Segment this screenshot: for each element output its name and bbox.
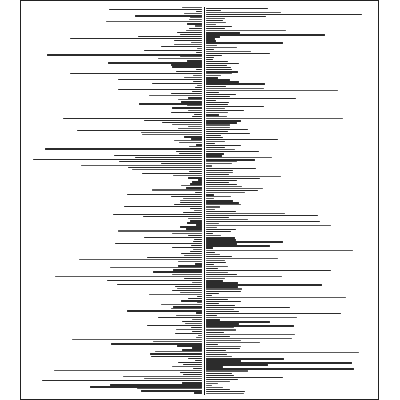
right-text-line bbox=[206, 75, 221, 76]
left-text-line bbox=[182, 7, 202, 8]
right-text-line bbox=[206, 288, 242, 289]
right-text-line bbox=[206, 385, 212, 386]
left-text-line bbox=[188, 358, 202, 359]
left-text-line bbox=[194, 239, 202, 240]
right-text-line bbox=[206, 94, 236, 95]
left-text-line bbox=[110, 267, 202, 268]
left-text-line bbox=[195, 192, 202, 193]
right-text-line bbox=[206, 217, 229, 218]
right-text-line bbox=[206, 30, 286, 31]
right-text-line bbox=[206, 254, 220, 255]
left-text-line bbox=[172, 233, 202, 234]
right-text-line bbox=[206, 49, 214, 50]
left-text-line bbox=[174, 40, 202, 41]
left-text-line bbox=[197, 48, 202, 49]
left-text-line bbox=[177, 288, 202, 289]
document-page bbox=[20, 0, 379, 400]
left-text-line bbox=[70, 73, 202, 74]
right-text-line bbox=[206, 98, 296, 99]
right-text-line bbox=[206, 178, 260, 179]
right-text-line bbox=[206, 250, 353, 251]
right-text-line bbox=[206, 14, 362, 15]
left-text-line bbox=[178, 128, 202, 129]
left-text-line bbox=[144, 120, 202, 121]
right-text-line bbox=[206, 12, 281, 13]
right-text-line bbox=[206, 381, 230, 382]
left-text-line bbox=[173, 175, 202, 176]
left-text-line bbox=[181, 185, 202, 186]
left-text-line bbox=[175, 286, 202, 287]
right-text-line bbox=[206, 8, 268, 9]
right-text-line bbox=[206, 168, 256, 169]
right-text-line bbox=[206, 174, 229, 175]
left-text-line bbox=[179, 153, 202, 154]
right-text-line bbox=[206, 227, 217, 228]
left-text-line bbox=[158, 317, 202, 318]
right-text-line bbox=[206, 137, 223, 138]
right-text-line bbox=[206, 334, 295, 335]
left-text-line bbox=[184, 13, 202, 14]
left-text-line bbox=[114, 155, 202, 156]
right-text-line bbox=[206, 57, 214, 58]
right-text-line bbox=[206, 108, 225, 109]
left-text-line bbox=[184, 278, 202, 279]
right-text-line bbox=[206, 235, 221, 236]
left-text-line bbox=[171, 308, 202, 309]
left-text-line bbox=[184, 77, 202, 78]
left-text-line bbox=[161, 304, 202, 305]
left-text-line bbox=[172, 124, 202, 125]
left-text-line bbox=[176, 71, 202, 72]
left-text-line bbox=[188, 235, 202, 236]
right-text-line bbox=[206, 260, 225, 261]
right-text-line bbox=[206, 221, 320, 222]
left-text-line bbox=[171, 196, 202, 197]
right-text-line bbox=[206, 204, 241, 205]
left-text-line bbox=[161, 46, 202, 47]
right-text-line bbox=[206, 34, 325, 35]
right-text-line bbox=[206, 124, 230, 125]
left-text-line bbox=[172, 366, 202, 367]
right-text-line bbox=[206, 165, 212, 166]
right-text-line bbox=[206, 313, 341, 314]
left-text-line bbox=[180, 202, 202, 203]
left-text-line bbox=[135, 157, 202, 158]
left-text-line bbox=[149, 95, 202, 96]
right-text-line bbox=[206, 301, 241, 302]
left-text-line bbox=[127, 310, 202, 311]
right-text-line bbox=[206, 55, 222, 56]
left-text-line bbox=[186, 30, 202, 31]
left-text-line bbox=[70, 38, 202, 39]
left-text-line bbox=[178, 99, 202, 100]
right-text-line bbox=[206, 340, 241, 341]
left-text-line bbox=[132, 169, 202, 170]
left-text-line bbox=[187, 105, 202, 106]
left-text-line bbox=[171, 112, 202, 113]
right-text-line bbox=[206, 258, 278, 259]
left-text-line bbox=[176, 315, 202, 316]
left-text-line bbox=[185, 323, 202, 324]
right-text-line bbox=[206, 206, 220, 207]
left-text-line bbox=[117, 284, 202, 285]
right-text-line bbox=[206, 303, 219, 304]
center-spine-line bbox=[204, 7, 205, 395]
right-text-line bbox=[206, 387, 223, 388]
right-text-line bbox=[206, 293, 219, 294]
right-text-line bbox=[206, 223, 219, 224]
left-text-line bbox=[195, 25, 202, 26]
left-text-line bbox=[118, 89, 202, 90]
left-text-line bbox=[192, 116, 202, 117]
left-text-line bbox=[63, 118, 202, 119]
right-text-line bbox=[206, 336, 230, 337]
left-text-line bbox=[144, 50, 202, 51]
right-text-line bbox=[206, 141, 225, 142]
left-text-line bbox=[188, 126, 202, 127]
right-text-line bbox=[206, 272, 228, 273]
left-text-line bbox=[189, 19, 202, 20]
left-text-line bbox=[79, 259, 202, 260]
left-text-line bbox=[33, 159, 202, 160]
right-text-line bbox=[206, 309, 234, 310]
left-text-line bbox=[190, 17, 202, 18]
right-text-line bbox=[206, 45, 217, 46]
right-text-line bbox=[206, 278, 225, 279]
left-text-line bbox=[152, 189, 202, 190]
left-text-line bbox=[118, 79, 202, 80]
right-text-line bbox=[206, 47, 237, 48]
left-text-line bbox=[142, 134, 202, 135]
right-text-line bbox=[206, 383, 218, 384]
left-text-line bbox=[174, 44, 202, 45]
right-text-line bbox=[206, 245, 270, 246]
left-text-line bbox=[137, 388, 202, 389]
right-text-line bbox=[206, 352, 359, 353]
left-text-line bbox=[153, 341, 202, 342]
right-text-line bbox=[206, 88, 264, 89]
right-text-line bbox=[206, 262, 226, 263]
right-text-line bbox=[206, 393, 244, 394]
left-text-line bbox=[179, 142, 202, 143]
left-text-line bbox=[197, 85, 202, 86]
right-text-line bbox=[206, 215, 318, 216]
left-text-line bbox=[109, 9, 202, 10]
right-text-line bbox=[206, 51, 251, 52]
right-text-line bbox=[206, 211, 236, 212]
right-text-line bbox=[206, 139, 278, 140]
left-text-line bbox=[189, 146, 202, 147]
left-text-line bbox=[144, 237, 202, 238]
right-text-line bbox=[206, 196, 231, 197]
left-text-line bbox=[192, 319, 202, 320]
left-text-line bbox=[115, 243, 202, 244]
left-text-line bbox=[183, 364, 202, 365]
left-text-line bbox=[182, 321, 202, 322]
left-text-line bbox=[162, 122, 202, 123]
right-text-line bbox=[206, 344, 218, 345]
left-text-line bbox=[172, 66, 202, 67]
right-text-line bbox=[206, 370, 248, 371]
left-text-line bbox=[180, 56, 202, 57]
left-text-line bbox=[193, 81, 202, 82]
left-text-line bbox=[106, 21, 202, 22]
right-text-line bbox=[206, 180, 237, 181]
left-text-line bbox=[47, 54, 202, 55]
left-text-line bbox=[81, 165, 202, 166]
right-text-line bbox=[206, 186, 242, 187]
left-text-line bbox=[172, 107, 202, 108]
right-text-line bbox=[206, 73, 232, 74]
right-text-line bbox=[206, 116, 227, 117]
right-text-line bbox=[206, 317, 297, 318]
left-text-line bbox=[42, 380, 202, 381]
right-text-line bbox=[206, 92, 219, 93]
left-text-line bbox=[161, 163, 202, 164]
left-text-line bbox=[107, 280, 202, 281]
left-text-line bbox=[178, 362, 202, 363]
left-text-line bbox=[196, 69, 202, 70]
left-text-line bbox=[141, 390, 202, 391]
right-text-line bbox=[206, 86, 226, 87]
left-text-line bbox=[180, 200, 202, 201]
left-text-line bbox=[194, 210, 202, 211]
left-text-line bbox=[155, 351, 202, 352]
right-text-line bbox=[206, 96, 230, 97]
left-text-line bbox=[152, 83, 202, 84]
left-text-line bbox=[197, 302, 202, 303]
right-text-line bbox=[206, 329, 236, 330]
left-text-line bbox=[193, 249, 202, 250]
right-text-line bbox=[206, 135, 221, 136]
right-text-line bbox=[206, 342, 260, 343]
left-text-line bbox=[141, 132, 202, 133]
right-text-line bbox=[206, 53, 270, 54]
left-text-line bbox=[174, 140, 202, 141]
left-text-line bbox=[196, 337, 202, 338]
unreadable-text-columns bbox=[21, 1, 378, 399]
left-text-line bbox=[174, 204, 202, 205]
right-text-line bbox=[206, 42, 283, 43]
right-text-line bbox=[206, 377, 283, 378]
left-text-line bbox=[193, 368, 202, 369]
right-text-line bbox=[206, 276, 282, 277]
right-text-line bbox=[206, 299, 228, 300]
left-text-line bbox=[192, 282, 202, 283]
right-text-line bbox=[206, 131, 228, 132]
right-text-line bbox=[206, 209, 215, 210]
left-text-line bbox=[191, 245, 202, 246]
right-text-line bbox=[206, 118, 343, 119]
right-text-line bbox=[206, 247, 213, 248]
right-text-line bbox=[206, 161, 237, 162]
right-text-line bbox=[206, 157, 272, 158]
right-text-line bbox=[206, 373, 232, 374]
left-text-line bbox=[188, 110, 202, 111]
right-text-line bbox=[206, 213, 285, 214]
right-text-line bbox=[206, 192, 245, 193]
left-text-line bbox=[149, 294, 202, 295]
left-text-line bbox=[55, 276, 202, 277]
right-text-line bbox=[206, 18, 225, 19]
right-text-line bbox=[206, 356, 232, 357]
left-text-line bbox=[194, 114, 202, 115]
left-text-line bbox=[150, 353, 202, 354]
left-text-line bbox=[118, 230, 202, 231]
left-text-line bbox=[195, 360, 202, 361]
left-text-line bbox=[180, 34, 202, 35]
right-text-line bbox=[206, 297, 346, 298]
right-text-line bbox=[206, 133, 250, 134]
right-text-line bbox=[206, 90, 338, 91]
left-text-line bbox=[138, 36, 202, 37]
right-text-line bbox=[206, 219, 248, 220]
left-text-line bbox=[172, 274, 202, 275]
right-text-line bbox=[206, 172, 233, 173]
left-text-line bbox=[188, 218, 202, 219]
left-text-line bbox=[176, 151, 202, 152]
left-text-line bbox=[144, 378, 202, 379]
left-text-line bbox=[183, 198, 202, 199]
left-text-line bbox=[193, 241, 202, 242]
right-text-line bbox=[206, 198, 214, 199]
left-text-line bbox=[158, 58, 202, 59]
right-text-line bbox=[206, 266, 228, 267]
right-text-line bbox=[206, 379, 238, 380]
right-text-line bbox=[206, 332, 224, 333]
right-text-line bbox=[206, 256, 232, 257]
right-text-line bbox=[206, 24, 216, 25]
left-text-line bbox=[191, 42, 202, 43]
left-text-line bbox=[191, 327, 202, 328]
right-text-line bbox=[206, 291, 241, 292]
right-text-line bbox=[206, 176, 281, 177]
left-text-line bbox=[147, 325, 202, 326]
left-text-line bbox=[193, 75, 202, 76]
right-text-line bbox=[206, 83, 265, 84]
right-text-line bbox=[206, 127, 230, 128]
left-text-line bbox=[151, 356, 202, 357]
right-text-line bbox=[206, 346, 241, 347]
left-text-line bbox=[119, 161, 202, 162]
right-text-line bbox=[206, 375, 234, 376]
left-text-line bbox=[196, 312, 202, 313]
right-text-line bbox=[206, 129, 248, 130]
left-text-line bbox=[45, 148, 202, 149]
right-text-line bbox=[206, 295, 212, 296]
right-text-line bbox=[206, 338, 292, 339]
left-text-line bbox=[54, 370, 202, 371]
right-text-line bbox=[206, 149, 235, 150]
left-text-line bbox=[123, 376, 202, 377]
right-text-line bbox=[206, 188, 263, 189]
left-text-line bbox=[189, 28, 202, 29]
right-text-line bbox=[206, 327, 234, 328]
left-text-line bbox=[127, 194, 202, 195]
right-text-line bbox=[206, 10, 221, 11]
left-text-line bbox=[178, 261, 202, 262]
right-text-line bbox=[206, 112, 228, 113]
right-text-line bbox=[206, 22, 226, 23]
left-text-line bbox=[176, 329, 202, 330]
right-text-line bbox=[206, 225, 331, 226]
left-text-line bbox=[184, 255, 202, 256]
left-text-line bbox=[180, 292, 202, 293]
right-text-line bbox=[206, 170, 233, 171]
right-text-line bbox=[206, 252, 215, 253]
left-text-line bbox=[194, 392, 202, 393]
right-text-line bbox=[206, 16, 266, 17]
left-text-line bbox=[153, 271, 202, 272]
left-text-line bbox=[72, 339, 202, 340]
left-text-line bbox=[177, 32, 202, 33]
left-text-line bbox=[198, 335, 202, 336]
right-text-line bbox=[206, 163, 232, 164]
